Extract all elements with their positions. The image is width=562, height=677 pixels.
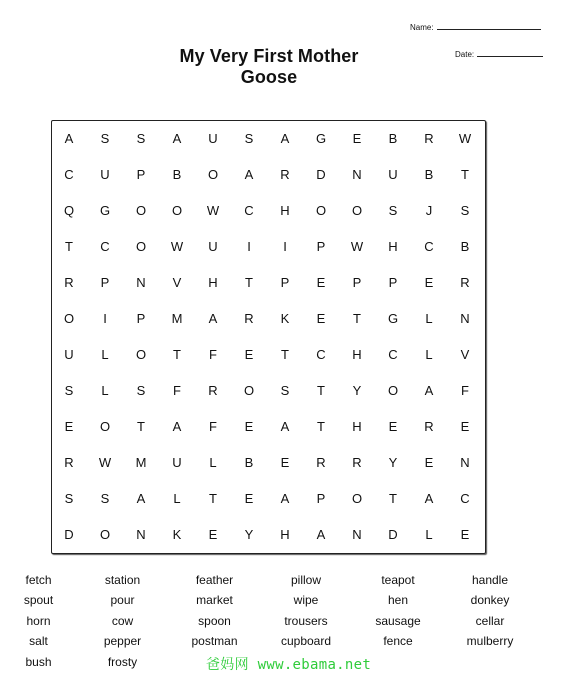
grid-letter: W bbox=[458, 131, 472, 146]
word-list-item: donkey bbox=[470, 593, 510, 608]
grid-letter: T bbox=[317, 419, 325, 434]
word-list-item: fetch bbox=[25, 573, 52, 587]
grid-letter: M bbox=[171, 311, 183, 326]
grid-letter: B bbox=[388, 131, 398, 146]
grid-letter: E bbox=[424, 455, 434, 470]
grid-letter: I bbox=[103, 311, 107, 326]
grid-letter: B bbox=[460, 239, 470, 254]
grid-letter: U bbox=[208, 131, 218, 146]
grid-letter: I bbox=[247, 239, 251, 254]
grid-letter: R bbox=[244, 311, 254, 326]
grid-letter: E bbox=[244, 419, 254, 434]
grid-letter: S bbox=[64, 383, 74, 398]
word-list-item: bush bbox=[25, 654, 52, 669]
grid-letter: E bbox=[280, 455, 290, 470]
grid-letter: V bbox=[172, 275, 182, 290]
word-list-item: pepper bbox=[103, 634, 142, 649]
grid-letter: S bbox=[100, 491, 110, 506]
grid-letter: O bbox=[63, 311, 75, 326]
grid-letter: P bbox=[280, 275, 290, 290]
word-list-item: trousers bbox=[284, 613, 328, 628]
grid-letter: Y bbox=[244, 527, 254, 542]
grid-letter: G bbox=[99, 203, 111, 218]
grid-letter: O bbox=[99, 419, 111, 434]
grid-letter: P bbox=[316, 239, 326, 254]
grid-letter: O bbox=[387, 383, 399, 398]
word-list-item: horn bbox=[26, 613, 51, 628]
grid-letter: R bbox=[424, 131, 434, 146]
grid-letter: R bbox=[316, 455, 326, 470]
grid-letter: E bbox=[316, 275, 326, 290]
grid-letter: T bbox=[389, 491, 397, 506]
grid-letter: A bbox=[244, 167, 254, 182]
grid-letter: A bbox=[424, 491, 434, 506]
grid-letter: S bbox=[280, 383, 290, 398]
grid-letter: C bbox=[64, 167, 74, 182]
grid-letter: P bbox=[352, 275, 362, 290]
grid-letter: E bbox=[424, 275, 434, 290]
grid-letter: O bbox=[207, 167, 219, 182]
grid-letter: A bbox=[172, 131, 182, 146]
grid-letter: O bbox=[351, 203, 363, 218]
grid-letter: U bbox=[172, 455, 182, 470]
grid-letter: S bbox=[100, 131, 110, 146]
grid-letter: A bbox=[280, 131, 290, 146]
grid-letter: G bbox=[315, 131, 327, 146]
word-list-item: hen bbox=[387, 593, 409, 608]
grid-letter: M bbox=[135, 455, 147, 470]
grid-letter: G bbox=[387, 311, 399, 326]
grid-letter: L bbox=[173, 491, 181, 506]
grid-letter: U bbox=[100, 167, 110, 182]
grid-letter: F bbox=[209, 347, 217, 362]
grid-letter: R bbox=[64, 455, 74, 470]
date-field bbox=[455, 50, 543, 59]
grid-letter: U bbox=[388, 167, 398, 182]
grid-letter: Q bbox=[63, 203, 75, 218]
grid-letter: D bbox=[388, 527, 398, 542]
name-field bbox=[410, 23, 541, 32]
grid-letter: B bbox=[424, 167, 434, 182]
grid-letter: F bbox=[461, 383, 469, 398]
word-list-item: mulberry bbox=[466, 634, 514, 649]
word-list-item: spoon bbox=[198, 613, 231, 628]
grid-letter: S bbox=[244, 131, 254, 146]
grid-letter: A bbox=[316, 527, 326, 542]
word-list-item: sausage bbox=[375, 613, 421, 628]
grid-letter: F bbox=[209, 419, 217, 434]
grid-letter: F bbox=[173, 383, 181, 398]
grid-letter: E bbox=[460, 419, 470, 434]
grid-letter: T bbox=[317, 383, 325, 398]
grid-letter: N bbox=[460, 311, 470, 326]
grid-letter: I bbox=[283, 239, 287, 254]
grid-letter: E bbox=[64, 419, 74, 434]
grid-letter: D bbox=[64, 527, 74, 542]
grid-letter: Y bbox=[352, 383, 362, 398]
grid-letter: L bbox=[209, 455, 217, 470]
grid-letter: P bbox=[388, 275, 398, 290]
grid-letter: A bbox=[136, 491, 146, 506]
grid-letter: R bbox=[424, 419, 434, 434]
grid-letter: A bbox=[208, 311, 218, 326]
grid-letter: P bbox=[316, 491, 326, 506]
grid-letter: C bbox=[424, 239, 434, 254]
grid-letter: T bbox=[209, 491, 217, 506]
word-list-item: spout bbox=[23, 593, 54, 608]
grid-letter: L bbox=[101, 347, 109, 362]
grid-letter: T bbox=[65, 239, 73, 254]
grid-letter: V bbox=[460, 347, 470, 362]
grid-letter: E bbox=[316, 311, 326, 326]
word-list-item: cow bbox=[111, 613, 134, 628]
grid-letter: N bbox=[136, 275, 146, 290]
grid-letter: O bbox=[99, 527, 111, 542]
grid-letter: C bbox=[244, 203, 254, 218]
grid-letter: K bbox=[280, 311, 290, 326]
grid-letter: C bbox=[100, 239, 110, 254]
grid-letter: A bbox=[280, 491, 290, 506]
grid-letter: O bbox=[135, 239, 147, 254]
grid-letter: L bbox=[425, 311, 433, 326]
word-list-item: handle bbox=[471, 573, 509, 587]
word-list-item: cupboard bbox=[280, 634, 332, 649]
grid-letter: C bbox=[460, 491, 470, 506]
word-list-item: pour bbox=[110, 593, 135, 608]
word-list-item: frosty bbox=[107, 654, 138, 669]
word-list-item: pillow bbox=[290, 573, 321, 587]
grid-letter: U bbox=[64, 347, 74, 362]
grid-letter: E bbox=[388, 419, 398, 434]
grid-letter: S bbox=[64, 491, 74, 506]
name-blank-line bbox=[437, 29, 541, 30]
grid-letter: H bbox=[280, 203, 290, 218]
date-blank-line bbox=[477, 56, 543, 57]
grid-letter: R bbox=[64, 275, 74, 290]
grid-letter: R bbox=[460, 275, 470, 290]
grid-letter: H bbox=[388, 239, 398, 254]
grid-letter: H bbox=[352, 419, 362, 434]
grid-letter: E bbox=[244, 491, 254, 506]
grid-letter: L bbox=[101, 383, 109, 398]
grid-letter: H bbox=[352, 347, 362, 362]
word-list-item: station bbox=[104, 573, 141, 587]
word-list-item: fence bbox=[383, 634, 413, 649]
word-list-item: cellar bbox=[475, 613, 505, 628]
grid-letter: D bbox=[316, 167, 326, 182]
grid-letter: A bbox=[424, 383, 434, 398]
grid-letter: C bbox=[388, 347, 398, 362]
word-list-item: market bbox=[196, 593, 233, 608]
word-list-item: wipe bbox=[293, 593, 319, 608]
word-list-item: feather bbox=[195, 573, 234, 587]
word-list-item: teapot bbox=[381, 573, 415, 587]
grid-letter: O bbox=[243, 383, 255, 398]
grid-letter: T bbox=[353, 311, 361, 326]
grid-letter: A bbox=[280, 419, 290, 434]
grid-letter: J bbox=[425, 203, 433, 218]
grid-letter: O bbox=[135, 347, 147, 362]
grid-letter: T bbox=[137, 419, 145, 434]
grid-letter: R bbox=[280, 167, 290, 182]
grid-letter: O bbox=[315, 203, 327, 218]
grid-letter: L bbox=[425, 347, 433, 362]
grid-letter: S bbox=[136, 131, 146, 146]
grid-letter: B bbox=[172, 167, 182, 182]
grid-letter: H bbox=[208, 275, 218, 290]
grid-letter: E bbox=[208, 527, 218, 542]
grid-letter: N bbox=[136, 527, 146, 542]
word-search-grid bbox=[51, 121, 484, 553]
grid-letter: E bbox=[244, 347, 254, 362]
grid-letter: B bbox=[244, 455, 254, 470]
grid-letter: S bbox=[388, 203, 398, 218]
grid-letter: A bbox=[172, 419, 182, 434]
grid-letter: W bbox=[170, 239, 184, 254]
grid-letter: E bbox=[460, 527, 470, 542]
grid-letter: H bbox=[280, 527, 290, 542]
grid-letter: R bbox=[352, 455, 362, 470]
grid-letter: K bbox=[172, 527, 182, 542]
grid-letter: W bbox=[206, 203, 220, 218]
grid-letter: O bbox=[135, 203, 147, 218]
grid-letter: S bbox=[460, 203, 470, 218]
grid-letter: P bbox=[136, 167, 146, 182]
grid-letter: T bbox=[461, 167, 469, 182]
grid-letter: R bbox=[208, 383, 218, 398]
grid-letter: O bbox=[171, 203, 183, 218]
grid-letter: N bbox=[352, 167, 362, 182]
grid-letter: O bbox=[351, 491, 363, 506]
grid-letter: L bbox=[425, 527, 433, 542]
name-label: Name: bbox=[410, 23, 434, 32]
grid-letter: N bbox=[460, 455, 470, 470]
grid-letter: Y bbox=[388, 455, 398, 470]
grid-letter: E bbox=[352, 131, 362, 146]
page-title: My Very First Mother Goose bbox=[179, 46, 359, 87]
grid-letter: P bbox=[136, 311, 146, 326]
grid-letter: C bbox=[316, 347, 326, 362]
grid-letter: N bbox=[352, 527, 362, 542]
grid-letter: T bbox=[281, 347, 289, 362]
watermark: 爸妈网 www.ebama.net bbox=[206, 657, 372, 673]
grid-letter: T bbox=[173, 347, 181, 362]
grid-letter: P bbox=[100, 275, 110, 290]
word-list-item: postman bbox=[191, 634, 238, 649]
date-label: Date: bbox=[455, 50, 475, 59]
grid-letter: U bbox=[208, 239, 218, 254]
grid-letter: A bbox=[64, 131, 74, 146]
grid-letter: S bbox=[136, 383, 146, 398]
grid-letter: W bbox=[98, 455, 112, 470]
word-list-item: salt bbox=[29, 634, 48, 649]
grid-letter: T bbox=[245, 275, 253, 290]
grid-letter: W bbox=[350, 239, 364, 254]
